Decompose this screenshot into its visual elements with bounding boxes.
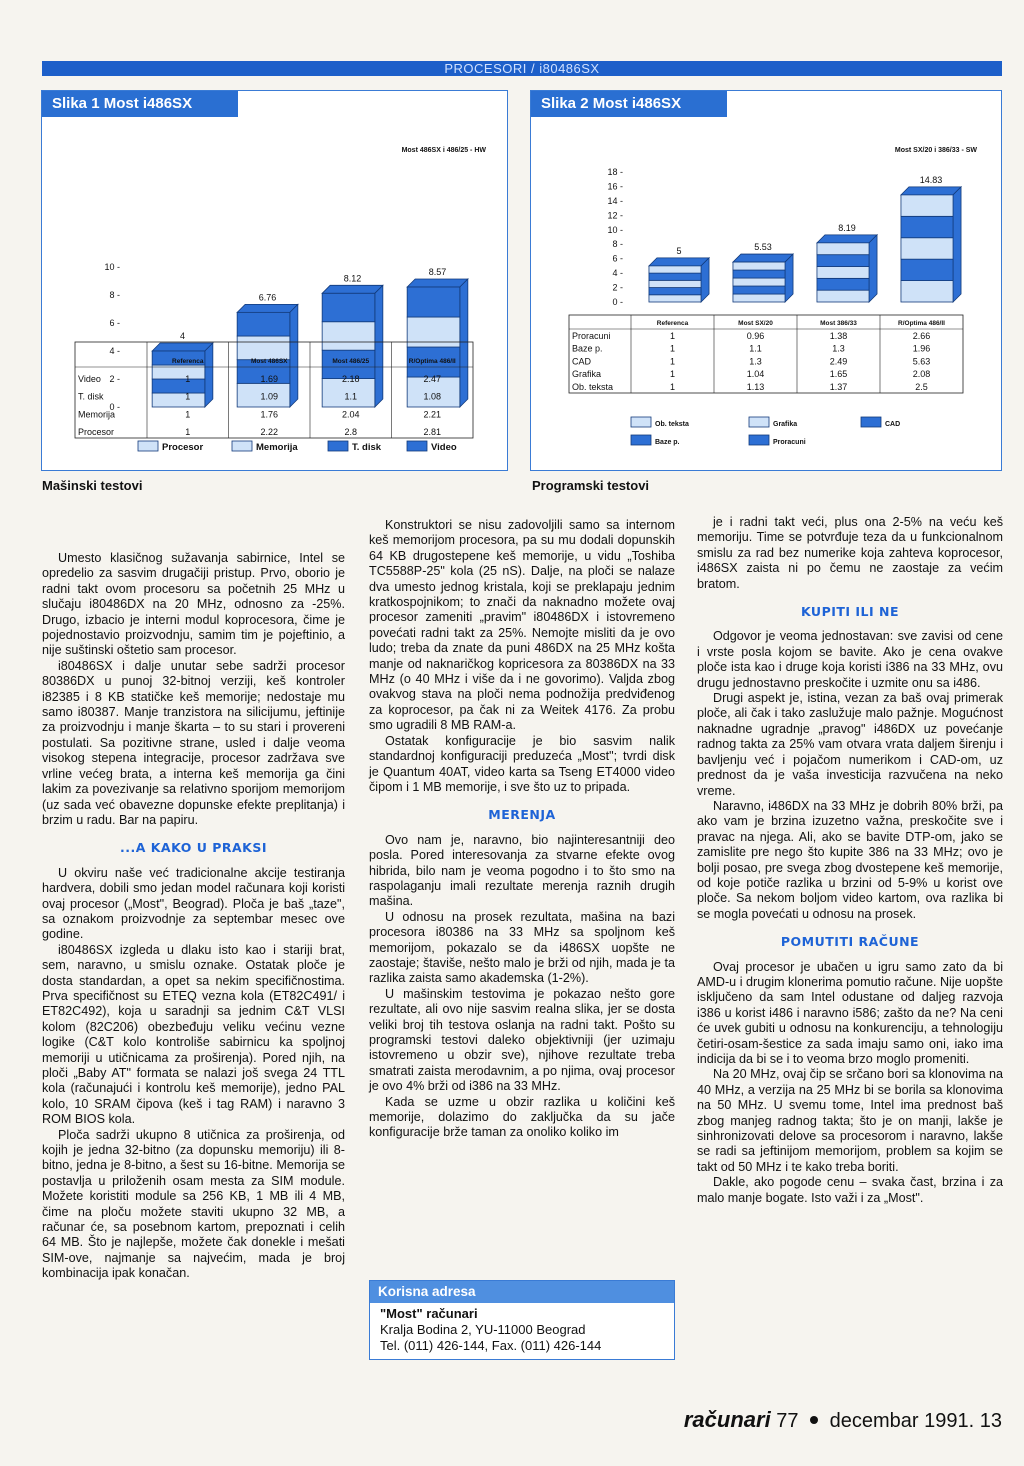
bar-side-face [375, 285, 383, 407]
section-header-text: PROCESORI / i80486SX [444, 61, 600, 76]
y-tick-label: 4 - [612, 268, 623, 279]
bar-segment [649, 288, 701, 295]
table-cell: 1.76 [260, 409, 279, 420]
legend-label: Baze p. [655, 439, 680, 446]
bar-side-face [290, 304, 298, 407]
issue-date: decembar 1991. [829, 1410, 975, 1432]
paragraph: Odgovor je veoma jednostavan: sve zavisi od cene i vrste posla kojom se bavite. Ako je cena ovakve ploče ista kao i druge koja koristi i386 na 33 MHz, ovu drugu jednostavno preskočite i uzmite onu sa i486. [697, 629, 1003, 690]
bar-total-label: 6.76 [258, 292, 277, 303]
bar-top-face [817, 235, 877, 243]
section-header-bar [42, 61, 1002, 76]
bar-total-label: 8.57 [428, 267, 447, 278]
bar-segment [322, 293, 375, 321]
y-tick-label: 18 - [607, 167, 623, 177]
table-cell: 5.63 [912, 356, 931, 367]
y-tick-label: 14 - [607, 195, 623, 206]
table-row-label: T. disk [78, 391, 104, 402]
table-column-header: R/Optima 486/II [408, 358, 456, 365]
table-cell: 1 [669, 356, 676, 367]
bar-side-face [869, 235, 877, 302]
table-cell: 2.5 [915, 382, 928, 392]
paragraph: i80486SX izgleda u dlaku isto kao i stariji brat, sem, naravno, u smislu oznake. Ostatak ploče je dosta standardan, a opet sa nekim specifičnostima. Prva specifičnost su ETEQ vezna kola (ET82C491/ i ET82C492), koja u saradnji sa jednim C&T VLSI kolom (82C206) obezbeđuju veliku većinu vezne logike (C&T kolo kontroliše sabirnicu ka spoljnoj memoriji u utičnicama za proširenja). Pored njih, na ploči „Baby AT" formata se nalazi još svega 24 TTL kola (računajući i kontrolu keš memorije), jedno PAL kolo, 10 SRAM čipova (keš i tag RAM) i naravno 3 ROM BIOS kola. [42, 942, 345, 1127]
table-cell: 1.38 [829, 330, 848, 341]
paragraph: Dakle, ako pogode cenu – svaka čast, brzina i za malo manje bogate. Isto važi i za „Most". [697, 1175, 1003, 1205]
paragraph: Ploča sadrži ukupno 8 utičnica za proširenja, od kojih je jedna 32-bitno (za dopunsku memoriju) ili 8-bitno, jedna je 8-bitno, a šest su 16-bitne. Memorija se postavlja u priloženih osam mesta za SIM module. Možete koristiti module sa 256 KB, 1 MB ili 4 MB, čime na ploču možete staviti ukupno 32 MB, a računar će, sa posebnom kartom, prepoznati i celih 64 MB. Što je najlepše, možete čak donekle i mešati SIM-ove, najmanje sa najvećim, mada je broj kombinacija ipak konačan. [42, 1127, 345, 1281]
address-box-heading: Korisna adresa [370, 1281, 674, 1303]
paragraph: Umesto klasičnog sužavanja sabirnice, Intel se opredelio za sasvim drugačiji pristup. Prvo, oborio je radni takt ovom procesoru sa početnih 25 MHz u slučaju i80486DX na 20 MHz, odnosno za -25%. Drugo, izbacio je interni modul koprocesora, čime je pojednostavio proizvodnju, samim tim je pojeftinio, a nije suštinski oštetio sam procesor. [42, 551, 345, 658]
bar-segment [733, 278, 785, 286]
y-tick-label: 10 - [104, 262, 120, 272]
y-tick-label: 10 - [607, 224, 623, 235]
legend-label: Ob. teksta [655, 421, 689, 428]
paragraph: i80486SX i dalje unutar sebe sadrži procesor 80386DX u punoj 32-bitnoj verziji, keš kontroler i82385 i 8 KB statičke keš memorije; nedostaje mu samo i80387. Manje tranzistora na silicijumu, jeftinije za proizvodnju i manje škarta – to su stari i provereni postulati. Sa pozitivne strane, usled i dalje veoma visokog stepena integracije, procesor zadržava sve vrline većeg brata, a interna keš memorija ga čini lakim za povezivanje sa relativno sporijom memorijom (uz sada već obavezne dopunske efekte preplitanja) i brzim u radu. Bar na papiru. [42, 658, 345, 827]
table-cell: 1.3 [749, 356, 762, 367]
table-cell: 1 [669, 330, 676, 341]
table-cell: 1 [669, 343, 676, 354]
table-cell: 1.1 [344, 391, 358, 402]
legend-label: Procesor [162, 442, 204, 453]
y-tick-label: 16 - [607, 181, 623, 192]
bar-segment [901, 259, 953, 280]
bar-segment [901, 195, 953, 216]
bar-side-face [953, 187, 961, 302]
bar-segment [901, 281, 953, 302]
table-cell: 1.08 [423, 391, 442, 402]
table-row-label: Baze p. [572, 343, 603, 354]
table-cell: 1.3 [832, 343, 845, 354]
y-tick-label: 2 - [612, 282, 623, 293]
bullet-icon [810, 1416, 818, 1424]
legend-label: T. disk [352, 442, 382, 453]
company-name: "Most" računari [380, 1306, 478, 1321]
table-cell: 2.66 [912, 330, 931, 341]
table-cell: 1 [185, 427, 191, 437]
bar-segment [407, 287, 460, 317]
bar-segment [733, 294, 785, 302]
table-cell: 1.1 [749, 343, 762, 354]
y-tick-label: 0 - [109, 402, 120, 412]
y-tick-label: 8 - [109, 290, 120, 300]
bar-segment [817, 243, 869, 255]
table-cell: 1.69 [260, 373, 279, 384]
bar-total-label: 5 [676, 245, 682, 256]
bar-top-face [322, 285, 383, 293]
table-cell: 1.65 [829, 369, 848, 380]
bar-side-face [701, 258, 709, 302]
figure-1-chart [42, 117, 507, 470]
paragraph: U odnosu na prosek rezultata, mašina na bazi procesora i80386 na 33 MHz sa spoljnom keš memorijom, pokazalo se da i486SX uopšte ne zaostaje; štaviše, nešto malo je brži od njih, mada je ta razlika zaista samo akademska (1-2%). [369, 909, 675, 986]
table-row-label: Proracuni [572, 330, 611, 341]
table-cell: 1 [185, 373, 191, 384]
table-row-label: Ob. teksta [572, 382, 614, 392]
legend-swatch-icon [631, 417, 651, 427]
bar-total-label: 8.19 [838, 222, 856, 233]
legend-swatch-icon [328, 441, 348, 451]
section-heading: MERENJA [488, 807, 556, 823]
bar-segment [649, 280, 701, 287]
table-cell: 1.13 [746, 382, 765, 392]
bar-side-face [460, 279, 468, 407]
paragraph: je i radni takt veći, plus ona 2-5% na veću keš memoriju. Time se potvrđuje teza da u funkcionalnom smislu za rad bez numerike koja zahteva koprocesor, i486SX zaista ni po čemu ne zaostaje za većim bratom. [697, 515, 1003, 591]
y-tick-label: 2 - [109, 374, 120, 384]
legend-label: Proracuni [773, 439, 806, 446]
bar-segment [649, 266, 701, 273]
paragraph: U mašinskim testovima je pokazao nešto gore rezultate, ali ovo nije sasvim realna slika, jer se dosta veliki broj tih testova oslanja na radni takt. Pošto su programski testovi daleko objektivniji (jer uzimaju istovremeno u obzir sve), njihove rezultate treba smatrati zaista merodavnim, a po njima, ovaj procesor je ovo 4% brži od i386 na 33 MHz. [369, 986, 675, 1094]
paragraph: Na 20 MHz, ovaj čip se srčano bori sa klonovima na 40 MHz, a verzija na 25 MHz bi se borila sa klonovima na 50 MHz. U svemu tome, Intel ima prednost baš zbog manjeg radnog takta; što je on manji, lakše je sinhronizovati delove sa procesorom i naravno, lakše se radi sa jeftinijom memorijom, problem sa kojim se takt od 50 MHz i te kako treba boriti. [697, 1067, 1003, 1174]
bar-side-face [205, 343, 213, 407]
table-cell: 1.09 [260, 391, 279, 402]
table-cell: 2.08 [912, 369, 931, 380]
bar-segment [649, 295, 701, 302]
bar-segment [817, 290, 869, 302]
section-heading: KUPITI ILI NE [800, 604, 900, 620]
bar-segment [817, 267, 869, 279]
table-column-header: Most SX/20 [738, 320, 773, 327]
table-cell: 2.47 [423, 373, 442, 384]
paragraph: U okviru naše već tradicionalne akcije testiranja hardvera, dobili smo jedan model računara koji koristi ovaj procesor („Most", Beograd). Ploča je baš „taze", sa oznakom proizvodnje za septembar mesec ove godine. [42, 865, 345, 942]
bar-total-label: 14.83 [919, 174, 943, 185]
bar-top-face [237, 304, 298, 312]
bar-segment [322, 322, 375, 350]
table-row-label: Memorija [78, 409, 116, 420]
issue-number: 77 [776, 1410, 799, 1432]
bar-segment [237, 312, 290, 336]
paragraph: Ovo nam je, naravno, bio najinteresantniji deo posla. Pored interesovanja za stvarne efekte ovog hibrida, bilo nam je veoma pogodno i to što smo na raspolaganju imali rezultate merenja raznih drugih mašina. [369, 832, 675, 909]
legend-swatch-icon [861, 417, 881, 427]
legend-label: Grafika [773, 421, 798, 428]
table-cell: 1 [669, 369, 676, 380]
table-cell: 1.04 [746, 369, 765, 380]
table-cell: 2.22 [260, 427, 279, 437]
legend-swatch-icon [138, 441, 158, 451]
y-tick-label: 6 - [612, 253, 623, 264]
paragraph: Naravno, i486DX na 33 MHz je dobrih 80% brži, pa ako vam je brzina izuzetno važna, preskočite sve i pravac na njega. Ali, ako se bavite DTP-om, jako se zamislite pre nego što kupite 386 na 33 MHz; ovo je bolji posao, pre svega zbog dvostepene keš memorije, od koje potiče razlika u brzini od 5-9% u korist ove ploče. Sa nekom boljom video kartom, ova razlika bi se mogla povećati u odnosu na prosek. [697, 798, 1003, 921]
magazine-name: računari [683, 1407, 771, 1432]
y-tick-label: 8 - [612, 239, 623, 250]
section-heading: POMUTITI RAČUNE [780, 934, 920, 950]
figure-1-caption: Mašinski testovi [42, 478, 143, 493]
table-cell: 1 [185, 391, 191, 402]
table-column-header: Referenca [172, 358, 204, 365]
paragraph: Konstruktori se nisu zadovoljili samo sa internom keš memorijom procesora, pa su mu dodali dopunskih 64 KB drugostepene keš memorije, u vidu „Toshiba TC5588P-25" kola (25 nS). Dalje, na ploči se nalaze dva umesto jednog kristala, koji se preklapaju jednim kratkospojnikom; to znači da naknadno možete ovaj procesor zameniti „pravim" i80486DX i istovremeno povećati radni takt za 25%. Nemojte misliti da je ovo ludo; treba da znate da puni 486DX na 25 MHz košta manje od naknaričkog kopricesora za 80386DX na 33 MHz (o 40 MHz i više da i ne govorimo). Valjda zbog ovakvog stava na ploči nema podnožija predviđenog za koprocesor, pa čak ni za Weitek 4176. Za probu smo ugradili 8 MB RAM-a. [369, 518, 675, 733]
bar-top-face [901, 187, 961, 195]
paragraph: Kada se uzme u obzir razlika u količini keš memorije, dolazimo do zaključka da su jače konfiguracije brže taman za onoliko koliko im [369, 1094, 675, 1140]
table-column-header: Referenca [656, 320, 689, 327]
table-row-label: Procesor [78, 427, 115, 437]
table-row-label: Grafika [572, 369, 602, 380]
legend-swatch-icon [407, 441, 427, 451]
bar-total-label: 8.12 [343, 273, 362, 284]
table-column-header: Most 486SX [251, 358, 288, 365]
table-row-label: Video [78, 373, 101, 384]
y-tick-label: 0 - [612, 297, 623, 307]
legend-swatch-icon [631, 435, 651, 445]
table-row-label: CAD [572, 356, 592, 367]
bar-segment [733, 286, 785, 294]
article-column-2 [369, 518, 675, 1141]
bar-segment [733, 262, 785, 270]
figure-1-title: Slika 1 Most i486SX [42, 91, 238, 117]
address-box [369, 1280, 675, 1360]
legend-label: Memorija [256, 442, 298, 453]
bar-top-face [733, 254, 793, 262]
figure-2-caption: Programski testovi [532, 478, 650, 493]
bar-segment [901, 216, 953, 237]
bar-total-label: 5.53 [754, 242, 772, 253]
page-number: 13 [979, 1410, 1002, 1432]
section-heading: ...A KAKO U PRAKSI [119, 840, 268, 856]
chart-subtitle: Most SX/20 i 386/33 - SW [894, 147, 977, 154]
table-cell: 2.04 [341, 409, 360, 420]
y-tick-label: 4 - [109, 346, 120, 356]
table-cell: 2.8 [344, 427, 358, 437]
bar-segment [817, 255, 869, 267]
bar-segment [649, 273, 701, 280]
bar-segment [901, 238, 953, 259]
legend-label: Video [431, 442, 457, 453]
legend-swatch-icon [232, 441, 252, 451]
bar-segment [237, 336, 290, 360]
table-column-header: Most 386/33 [820, 320, 857, 327]
chart-subtitle: Most 486SX i 486/25 - HW [401, 147, 486, 154]
legend-swatch-icon [749, 417, 769, 427]
figure-2-chart [531, 117, 1001, 470]
table-column-header: Most 486/25 [332, 358, 370, 365]
page-footer [684, 1408, 1002, 1433]
table-cell: 2.49 [829, 356, 848, 367]
table-column-header: R/Optima 486/II [898, 320, 945, 327]
bar-segment [407, 317, 460, 347]
figure-2-title: Slika 2 Most i486SX [531, 91, 727, 117]
article-column-1 [42, 551, 345, 1282]
bar-side-face [785, 254, 793, 302]
bar-total-label: 4 [179, 331, 186, 341]
table-cell: 1 [185, 409, 191, 420]
street-address: Kralja Bodina 2, YU-11000 Beograd [380, 1322, 586, 1337]
bar-segment [152, 393, 205, 407]
figure-2 [530, 90, 1002, 471]
table-cell: 2.18 [341, 373, 360, 384]
legend-label: CAD [885, 421, 901, 428]
table-cell: 2.81 [423, 427, 442, 437]
paragraph: Drugi aspekt je, istina, vezan za baš ovaj primerak ploče, ali čak i tako zaslužuje malo pažnje. Mogućnost naknadne ugradnje „pravog" i486DX uz povećanje radnog takta za 25% vam otvara vrata daljem širenju i bavljenju već i pojačom numerikom i CAD-om, uz prednost da je vaša investicija razvučena na neko vreme. [697, 691, 1003, 798]
y-tick-label: 6 - [109, 318, 120, 328]
bar-segment [152, 379, 205, 393]
table-cell: 1 [669, 382, 676, 392]
bar-top-face [152, 343, 213, 351]
bar-top-face [407, 279, 468, 287]
table-cell: 1.37 [829, 382, 848, 392]
bar-segment [733, 270, 785, 278]
figure-1 [41, 90, 508, 471]
table-cell: 0.96 [746, 330, 765, 341]
paragraph: Ovaj procesor je ubačen u igru samo zato da bi AMD-u i drugim klonerima pomutio račune. Nije uopšte isključeno da sam Intel odustane od daljeg razvoja i386 u korist i486 i naravno i586; zašto da ne? Na ceni će uvek gubiti u odnosu na konkurenciju, a tehnologiju četiri-osam-šestice za sada imaju samo oni, iako ima indicija da bi se i to veoma brzo moglo promeniti. [697, 959, 1003, 1066]
legend-swatch-icon [749, 435, 769, 445]
bar-segment [817, 278, 869, 290]
paragraph: Ostatak konfiguracije je bio sasvim nalik standardnoj konfiguraciji preduzeća „Most"; tvrdi disk je Quantum 40AT, video karta sa Tseng ET4000 video čipom i 1 MB memorije, i sve što uz to pripada. [369, 733, 675, 794]
bar-top-face [649, 258, 709, 266]
article-column-3 [697, 515, 1003, 1206]
table-cell: 1.96 [912, 343, 931, 354]
phone-fax: Tel. (011) 426-144, Fax. (011) 426-144 [380, 1338, 602, 1353]
table-cell: 2.21 [423, 409, 442, 420]
y-tick-label: 12 - [607, 210, 623, 221]
